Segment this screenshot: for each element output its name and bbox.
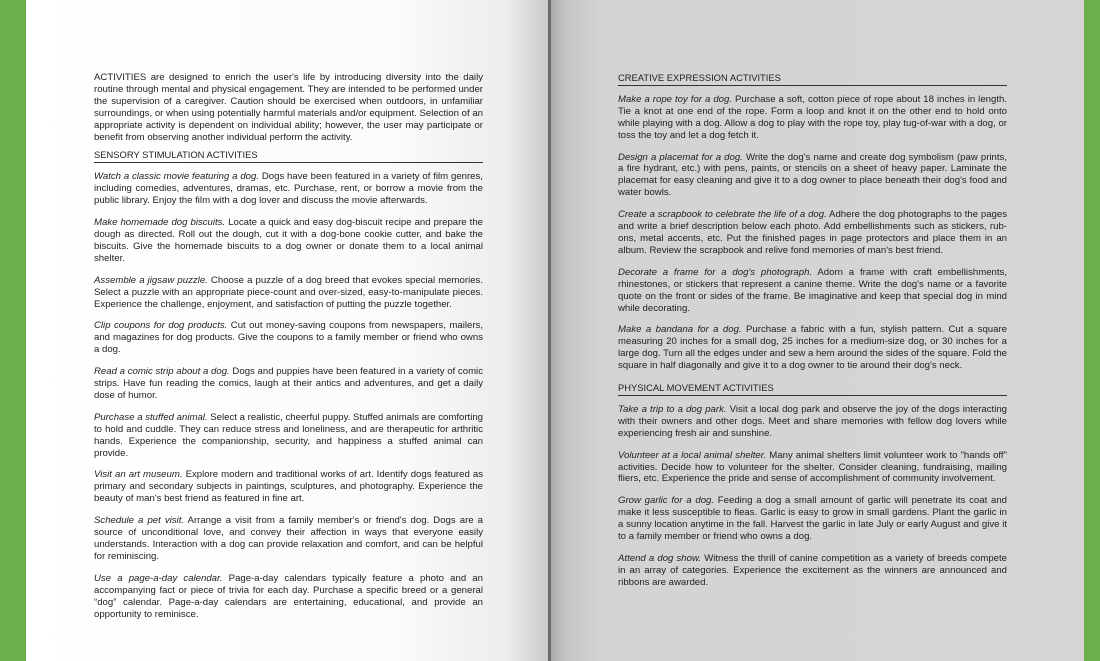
activity-text: Arrange a visit from a family member's or friend's dog. Dogs are a source of unconditional love, and convey their affection in ways that everyone easily understands. Interaction with a dog can provide relaxation and comfort, and can be helpful for reminiscing. [94,515,483,562]
activity-text: Select a realistic, cheerful puppy. Stuffed animals are comforting to hold and cuddle. They can reduce stress and loneliness, and are therapeutic for arthritic hands. Experience the companionship, security, and happiness a stuffed animal can provide. [94,411,483,459]
activity-paragraph [618,152,1007,200]
activity-text: Adorn a frame with craft embellishments, rhinestones, or stickers that represent a canine theme. Write the dog's name or a favorite quote on the front or sides of the frame. Be imaginative and keep that special dog in mind while decorating. [618,266,1007,314]
activity-title: Watch a classic movie featuring a dog. [94,171,260,183]
activity-title: Decorate a frame for a dog's photograph. [618,266,813,278]
activity-text: Purchase a soft, cotton piece of rope about 18 inches in length. Tie a knot at one end of the rope. Form a loop and knot it on the other end to hold onto while playing with a dog. Allow a dog to play with the rope toy, play tug-of-war with a dog, or toss the toy and let a dog fetch it. [618,93,1007,141]
right-column [618,72,1007,599]
activity-text: Dogs and puppies have been featured in a variety of comic strips. Have fun reading the comics, laugh at their antics and adventures, and get a daily dose of humor. [94,366,483,401]
left-column [94,72,483,630]
activity-text: Locate a quick and easy dog-biscuit recipe and prepare the dough as directed. Roll out the dough, cut it with a dog-bone cookie cutter, and bake the biscuits. Give the homemade biscuits to a dog owner or donate them to a local animal shelter. [94,217,483,264]
activity-title: Make a bandana for a dog. [618,324,742,336]
activity-text: Witness the thrill of canine competition as a variety of breeds compete in an array of categories. Experience the excitement as the winners are announced and ribbons are awarded. [618,553,1008,588]
activity-title: Attend a dog show. [618,553,702,564]
activity-paragraph [618,450,1007,486]
activity-text: Purchase a fabric with a fun, stylish pattern. Cut a square measuring 20 inches for a small dog, 25 inches for a medium-size dog, or 30 inches for a large dog. Turn all the edges under and sew a hem around the sides of the square. Fold the square in half diagonally and give it to a dog owner to tie around their dog's neck. [618,324,1007,372]
section-heading-physical: PHYSICAL MOVEMENT ACTIVITIES [618,382,1007,396]
activity-text: Visit a local dog park and observe the joy of the dogs interacting with their owners and other dogs. Meet and share memories with fellow dog lovers while experiencing fresh air and sunshine. [618,403,1008,439]
activity-paragraph [618,267,1007,315]
activity-paragraph [618,404,1007,440]
activity-title: Read a comic strip about a dog. [94,366,230,378]
activity-text: Dogs have been featured in a variety of film genres, including comedies, adventures, dramas, etc. Purchase, rent, or borrow a movie from the public library. Enjoy the film with a dog lover and discuss the movie afterwards. [94,171,483,207]
activity-text: Feeding a dog a small amount of garlic will penetrate its coat and make it less susceptible to fleas. Garlic is easy to grow in small gardens. Plant the garlic in a sunny location anytime in the fall. Harvest the garlic in late July or early August and give it to a family member or friend who owns a dog. [618,495,1007,543]
activity-title: Make homemade dog biscuits. [94,217,226,229]
activity-paragraph [618,209,1007,257]
activity-title: Assemble a jigsaw puzzle. [94,274,208,286]
activity-paragraph [94,217,483,265]
activity-paragraph [618,495,1007,543]
activity-title: Create a scrapbook to celebrate the life of a dog. [618,209,827,221]
activity-text: Many animal shelters limit volunteer work to "hands off" activities. Decide how to volunteer for the shelter. Consider cleaning, fundraising, mailing fliers, etc. Experience the pride and sense of accomplishment of community involvement. [618,449,1007,485]
book-spine [548,0,551,661]
section-heading-creative: CREATIVE EXPRESSION ACTIVITIES [618,72,1007,86]
activity-paragraph [94,275,483,311]
activity-paragraph [94,469,483,505]
activity-title: Grow garlic for a dog. [618,495,715,507]
left-page [26,0,550,661]
activity-title: Design a placemat for a dog. [618,151,743,163]
activity-text: Page-a-day calendars typically feature a photo and an accompanying fact or piece of trivia for each day. Purchase a specific breed or a general “dog” calendar. Page-a-day calendars are entertaining, educational, and provide an opportunity to reminisce. [94,572,483,620]
activity-paragraph [618,324,1007,372]
activity-title: Use a page-a-day calendar. [94,572,223,584]
section-heading-sensory: SENSORY STIMULATION ACTIVITIES [94,149,483,163]
activity-paragraph [618,94,1007,142]
activity-title: Take a trip to a dog park. [618,403,727,415]
activity-text: Cut out money-saving coupons from newspapers, mailers, and magazines for dog products. Give the coupons to a family member or friend who owns a dog. [94,320,484,356]
right-page [550,0,1084,661]
activity-text: Choose a puzzle of a dog breed that evokes special memories. Select a puzzle with an appropriate piece-count and over-sized, easy-to-manipulate pieces. Experience the challenge, enjoyment, and satisfaction of putting the puzzle together. [94,274,483,310]
activity-text: Write the dog's name and create dog symbolism (paw prints, a fire hydrant, etc.) with pens, paints, or stencils on a sheet of heavy paper. Laminate the placemat for easy cleaning and give it to a dog owner to place beneath their dog's food and water bowls. [618,151,1007,199]
activity-paragraph [94,320,483,356]
activity-title: Visit an art museum. [94,469,183,481]
activity-paragraph [94,573,483,621]
activity-paragraph [94,171,483,207]
activity-title: Schedule a pet visit. [94,515,185,527]
activity-text: Explore modern and traditional works of art. Identify dogs featured as primary and secondary subjects in paintings, sculptures, and photography. Experience the beauty of man's best friend as featured in fine art. [94,469,483,505]
activity-title: Purchase a stuffed animal. [94,411,208,423]
activity-title: Make a rope toy for a dog. [618,93,733,105]
activity-title: Clip coupons for dog products. [94,320,228,332]
activity-paragraph [94,366,483,402]
intro-paragraph: ACTIVITIES are designed to enrich the user's life by introducing diversity into the daily routine through mental and physical engagement. They are intended to be performed under the supervision of a caregiver. Caution should be exercised when outdoors, in unfamiliar surroundings, or when using potentially harmful materials and/or equipment. Selection of an appropriate activity is dependent on individual ability; however, the user may participate or benefit from observing another individual perform the activity. [94,72,483,143]
activity-title: Volunteer at a local animal shelter. [618,449,767,461]
activity-paragraph [94,412,483,460]
activity-paragraph [94,515,483,563]
activity-paragraph [618,553,1007,589]
activity-text: Adhere the dog photographs to the pages and write a brief description below each photo. Add embellishments such as stickers, rub-ons, metal accents, etc. Put the finished pages in page protectors and place them in an album. Review the scrapbook and relive fond memories of man's best friend. [618,209,1007,256]
